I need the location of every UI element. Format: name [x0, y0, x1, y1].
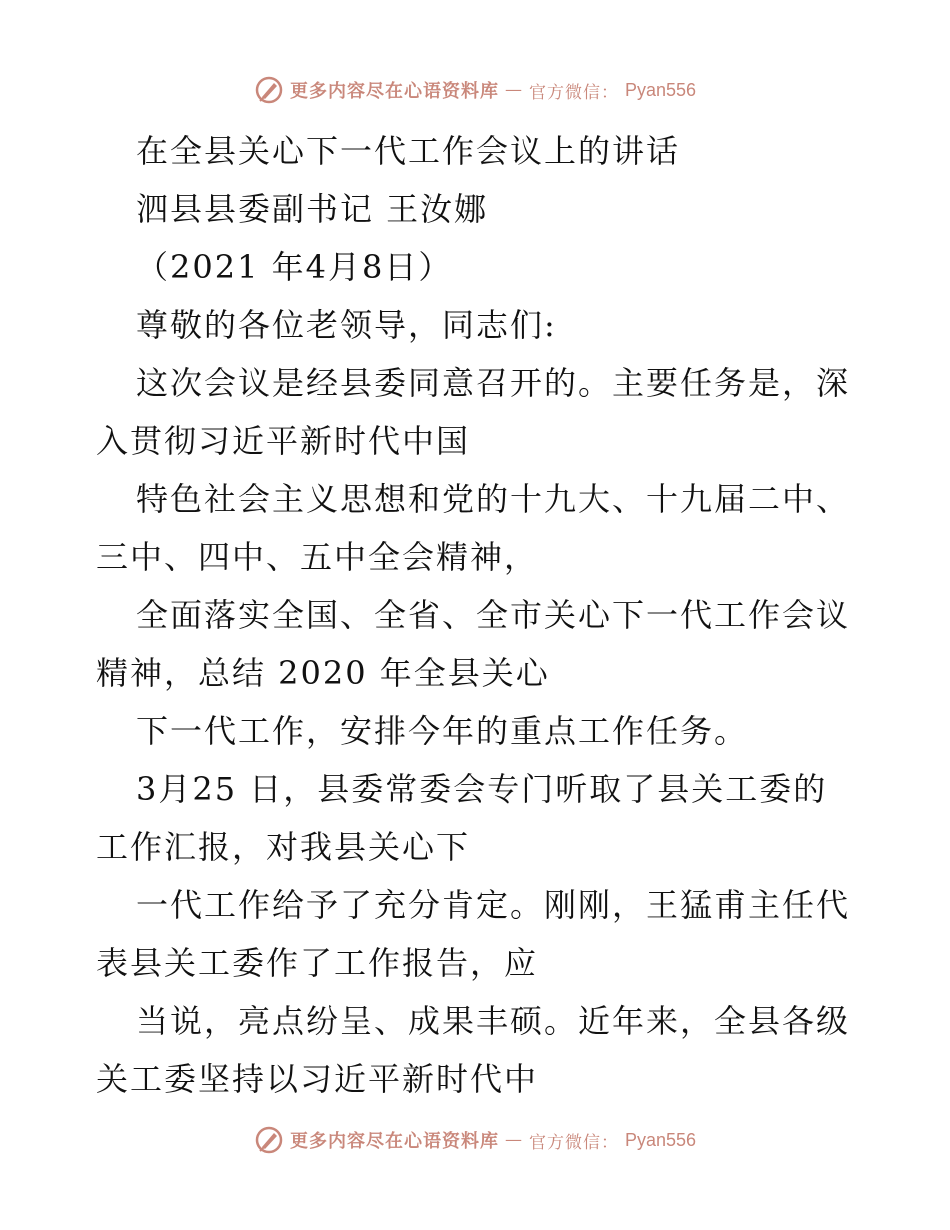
banner-main-text: 更多内容尽在心语资料库: [289, 1131, 499, 1152]
paragraph-line: 特色社会主义思想和党的十九大、十九届二中、: [136, 480, 851, 518]
banner-sub-text: 官方微信：: [528, 82, 619, 103]
paragraph-line: 这次会议是经县委同意召开的。主要任务是，深: [136, 364, 851, 402]
document-date: （2021 年4月8日）: [136, 248, 453, 286]
banner-wechat-id: Pyan556: [624, 79, 697, 100]
paragraph-line: 3月25 日，县委常委会专门听取了县关工委的: [136, 770, 828, 808]
paragraph-line: 一代工作给予了充分肯定。刚刚，王猛甫主任代: [136, 886, 851, 924]
banner-dash: —: [504, 1130, 523, 1150]
header-banner: [0, 70, 950, 110]
paragraph-line: 精神，总结 2020 年全县关心: [96, 654, 550, 692]
paragraph-line: 关工委坚持以习近平新时代中: [96, 1060, 539, 1098]
footer-banner: [0, 1120, 950, 1160]
salutation: 尊敬的各位老领导，同志们:: [136, 306, 557, 344]
paragraph-line: 入贯彻习近平新时代中国: [96, 422, 471, 460]
paragraph-line: 当说，亮点纷呈、成果丰硕。近年来，全县各级: [136, 1002, 851, 1040]
document-author: 泗县县委副书记 王汝娜: [136, 190, 489, 228]
document-body: [96, 122, 856, 1108]
paragraph-line: 下一代工作，安排今年的重点工作任务。: [136, 712, 749, 750]
paragraph-line: 三中、四中、五中全会精神，: [96, 538, 539, 576]
banner-dash: —: [504, 80, 523, 100]
paragraph-line: 表县关工委作了工作报告，应: [96, 944, 539, 982]
pen-logo-icon: [254, 1125, 284, 1155]
pen-logo-icon: [254, 75, 284, 105]
paragraph-line: 工作汇报，对我县关心下: [96, 828, 471, 866]
banner-sub-text: 官方微信：: [528, 1132, 619, 1153]
banner-main-text: 更多内容尽在心语资料库: [289, 81, 499, 102]
paragraph-line: 全面落实全国、全省、全市关心下一代工作会议: [136, 596, 851, 634]
banner-wechat-id: Pyan556: [624, 1129, 697, 1150]
document-title: 在全县关心下一代工作会议上的讲话: [136, 132, 681, 170]
